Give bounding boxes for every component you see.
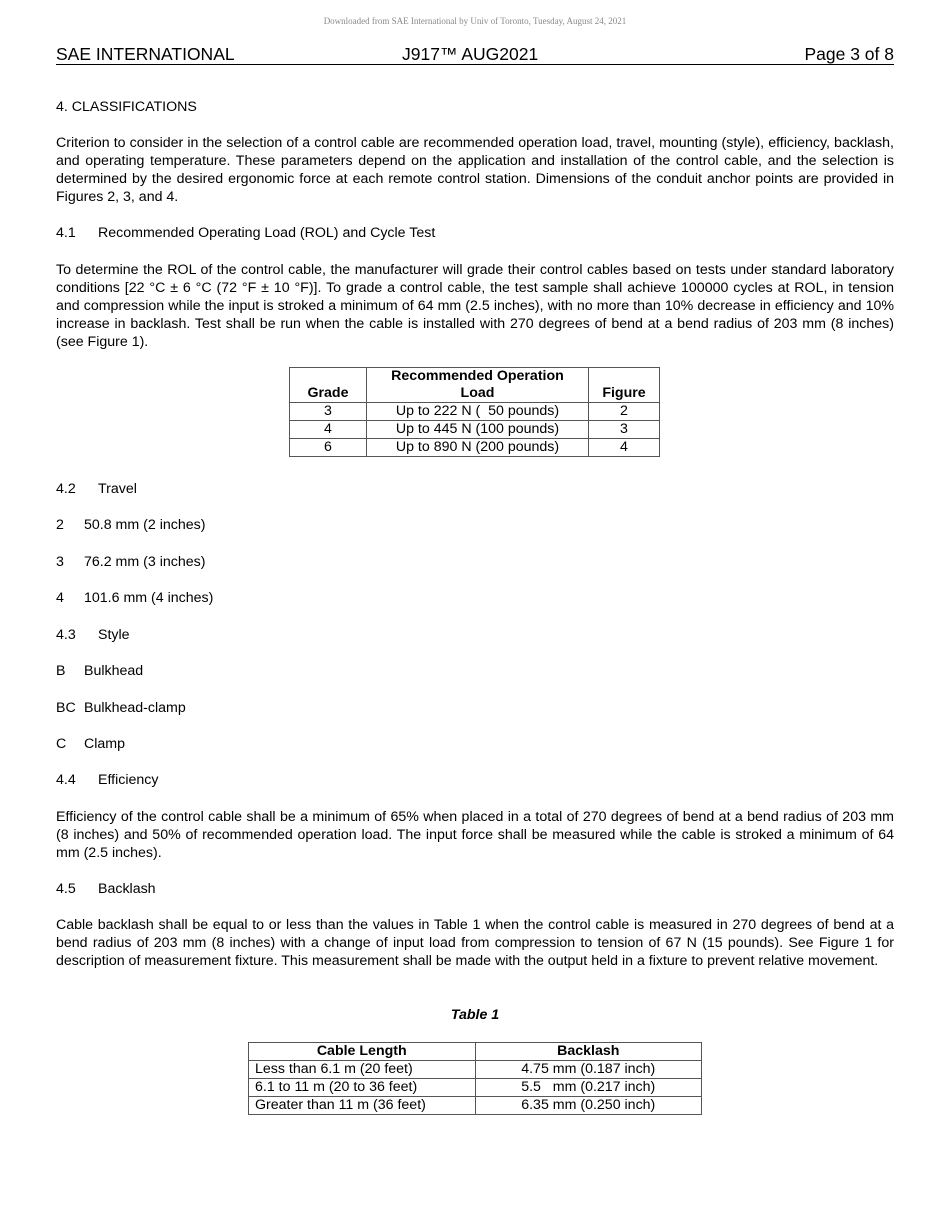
section-title: Backlash [98,881,156,897]
item-text: 101.6 mm (4 inches) [84,590,214,606]
section-4-paragraph: Criterion to consider in the selection of a control cable are recommended operation load, travel, mounting (style), efficiency, backlash, and operating temperature. These parameters depend on the application and installation of the control cable, and the selection is determined by the desired ergonomic force at each remote control station. Dimensions of the conduit anchor points are provided in Figures 2, 3, and 4. [56,135,894,205]
section-number: 4.2 [56,481,76,497]
column-header: Figure [589,368,660,403]
table-cell: Up to 222 N ( 50 pounds) [367,403,589,421]
header-document-id: J917™ AUG2021 [402,44,539,64]
item-text: Bulkhead [84,663,144,679]
section-number: 4.3 [56,627,76,643]
table-row [290,439,660,457]
item-text: 76.2 mm (3 inches) [84,554,206,570]
section-4-2-heading [56,480,894,498]
column-header: Recommended Operation Load [367,368,589,403]
table-header-row [290,368,660,403]
list-item [56,662,894,680]
table-1-caption: Table 1 [450,1007,500,1023]
header-organization: SAE INTERNATIONAL [56,44,235,64]
list-item [56,735,894,753]
section-title: Efficiency [98,772,159,788]
table-cell: Greater than 11 m (36 feet) [249,1097,476,1115]
item-text: Clamp [84,736,125,752]
item-code: B [56,663,66,679]
section-number: 4.1 [56,225,76,241]
item-code: BC [56,700,76,716]
grade-load-table [289,367,660,457]
table-cell: Up to 890 N (200 pounds) [367,439,589,457]
section-4-5-paragraph: Cable backlash shall be equal to or less than the values in Table 1 when the control cable is measured in 270 degrees of bend at a bend radius of 203 mm (8 inches) with a change of input load from compression to tension of 67 N (15 pounds). See Figure 1 for description of measurement fixture. This measurement shall be made with the output held in a fixture to prevent relative movement. [56,917,894,969]
download-watermark: Downloaded from SAE International by Univ of Toronto, Tuesday, August 24, 2021 [323,16,627,26]
item-text: 50.8 mm (2 inches) [84,517,206,533]
item-code: 4 [56,590,64,606]
table-cell: Up to 445 N (100 pounds) [367,421,589,439]
section-4-1-paragraph: To determine the ROL of the control cable, the manufacturer will grade their control cables based on tests under standard laboratory conditions [22 °C ± 6 °C (72 °F ± 10 °F)]. To grade a control cable, the test sample shall achieve 100000 cycles at ROL, in tension and compression while the input is stroked a minimum of 64 mm (2.5 inches), with no more than 10% decrease in efficiency and 10% increase in backlash. Test shall be run when the cable is installed with 270 degrees of bend at a bend radius of 203 mm (8 inches) (see Figure 1). [56,262,894,350]
section-number: 4.4 [56,772,76,788]
section-4-5-heading [56,880,894,898]
table-row [290,403,660,421]
table-cell: 3 [290,403,367,421]
section-4-1-heading [56,224,894,242]
table-header-row [249,1043,702,1061]
table-row [249,1061,702,1079]
item-text: Bulkhead-clamp [84,700,186,716]
column-header: Backlash [475,1043,702,1061]
table-cell: 2 [589,403,660,421]
list-item [56,553,894,571]
table-cell: 4 [589,439,660,457]
table-row [290,421,660,439]
table-cell: 4 [290,421,367,439]
item-code: 2 [56,517,64,533]
backlash-table [248,1042,702,1115]
item-code: 3 [56,554,64,570]
table-cell: 4.75 mm (0.187 inch) [475,1061,702,1079]
section-4-4-heading [56,771,894,789]
section-4-4-paragraph: Efficiency of the control cable shall be a minimum of 65% when placed in a total of 270 degrees of bend at a bend radius of 203 mm (8 inches) and 50% of recommended operation load. The input force shall be measured while the cable is stroked a minimum of 64 mm (2.5 inches). [56,809,894,861]
table-cell: 3 [589,421,660,439]
list-item [56,589,894,607]
page-header [56,44,894,65]
table-cell: Less than 6.1 m (20 feet) [249,1061,476,1079]
table-cell: 5.5 mm (0.217 inch) [475,1079,702,1097]
section-title: Style [98,627,130,643]
section-number: 4.5 [56,881,76,897]
column-header: Grade [290,368,367,403]
section-4-heading: 4. CLASSIFICATIONS [56,99,197,115]
list-item [56,516,894,534]
table-cell: 6.35 mm (0.250 inch) [475,1097,702,1115]
table-row [249,1097,702,1115]
table-cell: 6.1 to 11 m (20 to 36 feet) [249,1079,476,1097]
list-item [56,699,894,717]
section-title: Travel [98,481,137,497]
column-header: Cable Length [249,1043,476,1061]
header-page-number: Page 3 of 8 [804,44,894,64]
section-4-3-heading [56,626,894,644]
section-title: Recommended Operating Load (ROL) and Cycle Test [98,225,436,241]
table-row [249,1079,702,1097]
item-code: C [56,736,67,752]
table-cell: 6 [290,439,367,457]
